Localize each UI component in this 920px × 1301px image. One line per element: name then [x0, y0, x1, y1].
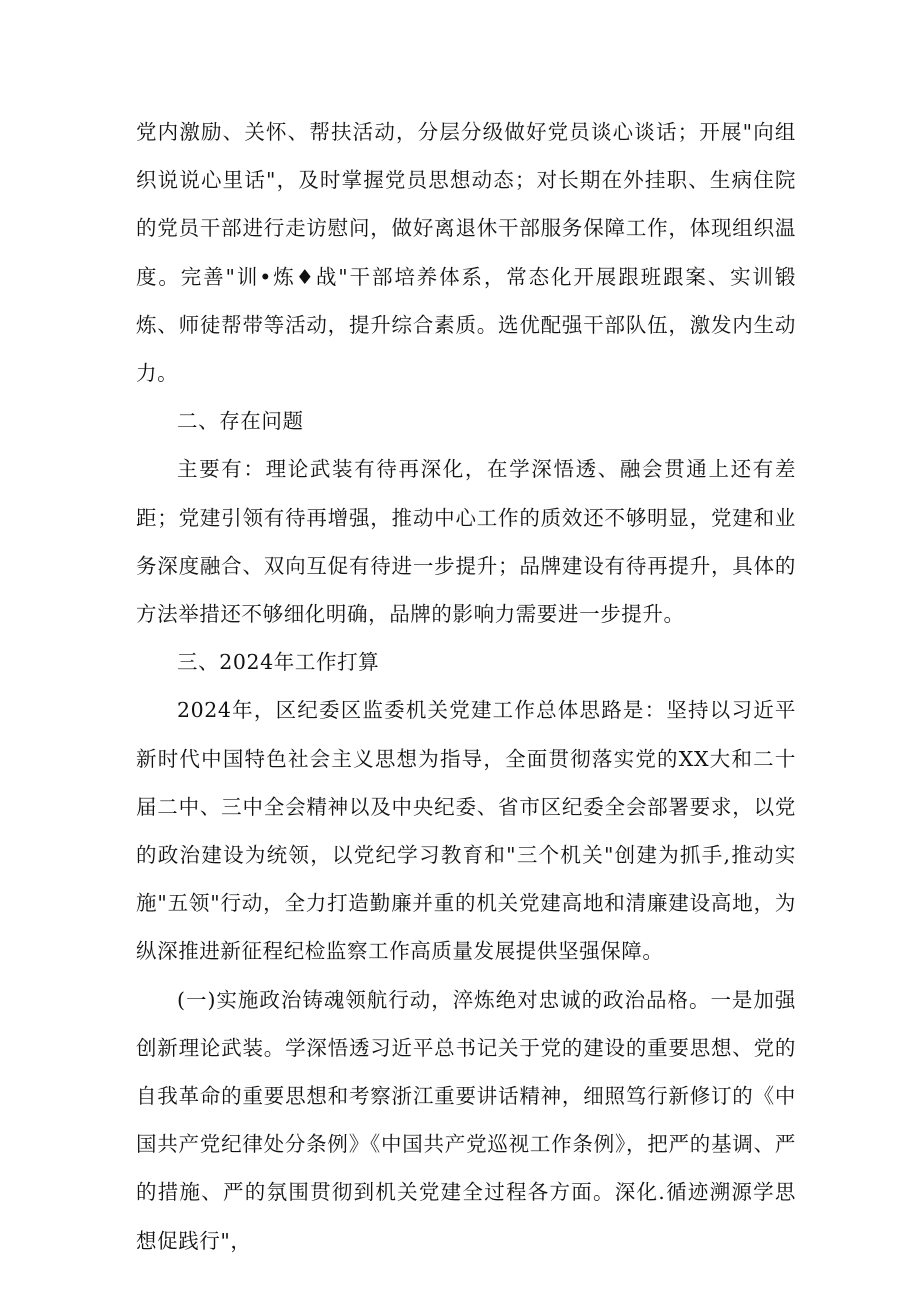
document-body: [136, 108, 796, 1265]
paragraph-continuation: 党内激励、关怀、帮扶活动，分层分级做好党员谈心谈话；开展"向组织说说心里话"，及时掌握党员思想动态；对长期在外挂职、生病住院的党员干部进行走访慰问，做好离退休干部服务保障工作，体现组织温度。完善"训•炼♦战"干部培养体系，常态化开展跟班跟案、实训锻炼、师徒帮带等活动，提升综合素质。选优配强干部队伍，激发内生动力。: [136, 120, 796, 386]
section-heading-2024-plan: 三、2024年工作打算: [177, 650, 380, 675]
section-heading-problems: 二、存在问题: [177, 409, 304, 434]
paragraph-action-one: (一)实施政治铸魂领航行动，淬炼绝对忠诚的政治品格。一是加强创新理论武装。学深悟透习近平总书记关于党的建设的重要思想、党的自我革命的重要思想和考察浙江重要讲话精神，细照笃行新修订的《中国共产党纪律处分条例》《中国共产党巡视工作条例》，把严的基调、严的措施、严的氛围贯彻到机关党建全过程各方面。深化.循迹溯源学思想促践行"，: [136, 987, 796, 1253]
paragraph-2024-overview: 2024年，区纪委区监委机关党建工作总体思路是：坚持以习近平新时代中国特色社会主义思想为指导，全面贯彻落实党的XX大和二十届二中、三中全会精神以及中央纪委、省市区纪委全会部署要求，以党的政治建设为统领，以党纪学习教育和"三个机关"创建为抓手,推动实施"五领"行动，全力打造勤廉并重的机关党建高地和清廉建设高地，为纵深推进新征程纪检监察工作高质量发展提供坚强保障。: [136, 698, 796, 964]
paragraph-problems: 主要有：理论武装有待再深化，在学深悟透、融会贯通上还有差距；党建引领有待再增强，推动中心工作的质效还不够明显，党建和业务深度融合、双向互促有待进一步提升；品牌建设有待再提升，具体的方法举措还不够细化明确，品牌的影响力需要进一步提升。: [136, 457, 796, 627]
